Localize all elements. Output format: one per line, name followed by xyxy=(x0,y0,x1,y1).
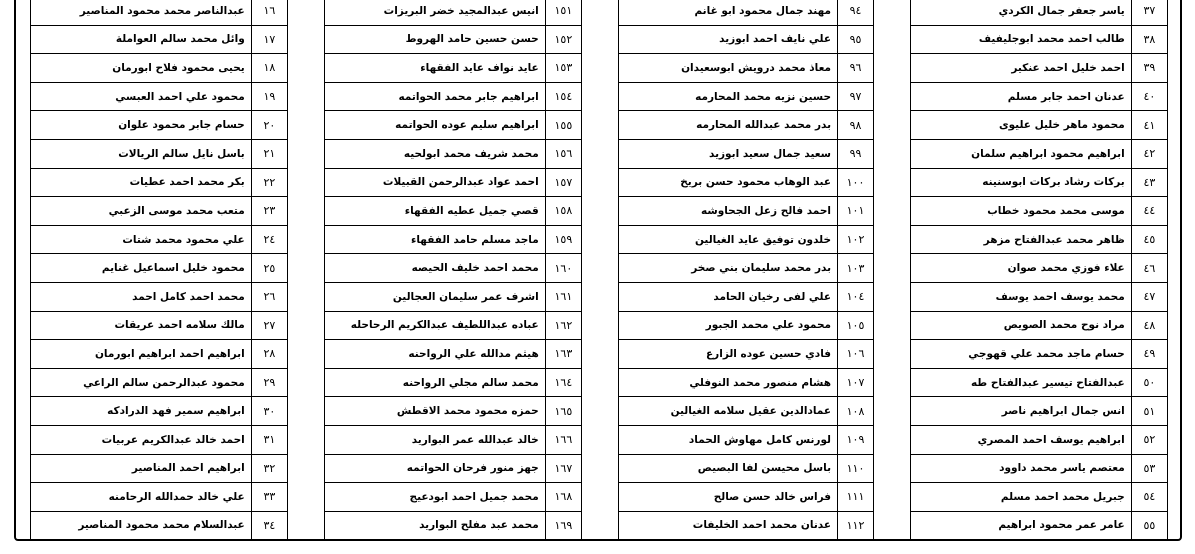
row-number: ٢٩ xyxy=(251,368,287,397)
row-number: ١٨ xyxy=(251,54,287,83)
row-number: ٣٤ xyxy=(251,511,287,540)
table-row xyxy=(31,111,288,140)
person-name: ابراهيم يوسف احمد المصري xyxy=(911,425,1132,454)
table-row xyxy=(325,425,582,454)
row-number: ٢٦ xyxy=(251,282,287,311)
row-number: ١٥٦ xyxy=(545,139,581,168)
row-number: ٥٤ xyxy=(1131,483,1167,512)
table-row xyxy=(911,340,1168,369)
row-number: ١٠٧ xyxy=(838,368,874,397)
row-number: ١٠٤ xyxy=(838,282,874,311)
person-name: علي لفى رخيان الحامد xyxy=(619,282,838,311)
table-row xyxy=(911,25,1168,54)
row-number: ٢١ xyxy=(251,139,287,168)
table-row xyxy=(911,197,1168,226)
row-number: ٢٧ xyxy=(251,311,287,340)
person-name: ابراهيم سمير فهد الدرادكه xyxy=(31,397,252,426)
table-row xyxy=(619,54,874,83)
person-name: محمد جميل احمد ابودعيج xyxy=(325,483,546,512)
person-name: حمزه محمود محمد الاقطش xyxy=(325,397,546,426)
person-name: حسام جابر محمود علوان xyxy=(31,111,252,140)
table-row xyxy=(619,139,874,168)
person-name: محمود ماهر خليل عليوى xyxy=(911,111,1132,140)
person-name: مراد نوح محمد الصويص xyxy=(911,311,1132,340)
person-name: باسل محيسن لفا البصيص xyxy=(619,454,838,483)
row-number: ١٦١ xyxy=(545,282,581,311)
person-name: عامر عمر محمود ابراهيم xyxy=(911,511,1132,540)
person-name: علاء فوزي محمد صوان xyxy=(911,254,1132,283)
table-row xyxy=(325,54,582,83)
names-column-2 xyxy=(618,0,874,540)
table-row xyxy=(31,368,288,397)
table-row xyxy=(325,111,582,140)
table-row xyxy=(325,197,582,226)
table-row xyxy=(325,340,582,369)
row-number: ٢٢ xyxy=(251,168,287,197)
table-row xyxy=(31,511,288,540)
table-row xyxy=(619,168,874,197)
person-name: ماجد مسلم حامد الفقهاء xyxy=(325,225,546,254)
row-number: ٢٨ xyxy=(251,340,287,369)
row-number: ١١١ xyxy=(838,483,874,512)
row-number: ١٦٧ xyxy=(545,454,581,483)
person-name: محمد يوسف احمد يوسف xyxy=(911,282,1132,311)
row-number: ١٦٤ xyxy=(545,368,581,397)
person-name: لورنس كامل مهاوش الحماد xyxy=(619,425,838,454)
person-name: محمد سالم مجلي الرواحنه xyxy=(325,368,546,397)
person-name: قصي جميل عطيه الفقهاء xyxy=(325,197,546,226)
row-number: ٤٧ xyxy=(1131,282,1167,311)
person-name: ابراهيم جابر محمد الحواتمه xyxy=(325,82,546,111)
table-row xyxy=(31,483,288,512)
table-row xyxy=(619,454,874,483)
table-row xyxy=(31,397,288,426)
row-number: ١٠٠ xyxy=(838,168,874,197)
table-row xyxy=(911,483,1168,512)
row-number: ٤١ xyxy=(1131,111,1167,140)
table-row xyxy=(619,0,874,25)
row-number: ١٦٨ xyxy=(545,483,581,512)
person-name: محمود علي احمد العبسي xyxy=(31,82,252,111)
person-name: سعيد جمال سعيد ابوزيد xyxy=(619,139,838,168)
table-row xyxy=(619,511,874,540)
row-number: ٤٥ xyxy=(1131,225,1167,254)
person-name: محمد احمد خليف الحيصه xyxy=(325,254,546,283)
person-name: عبد الوهاب محمود حسن بريخ xyxy=(619,168,838,197)
table-row xyxy=(911,168,1168,197)
table-row xyxy=(619,254,874,283)
row-number: ١٦٣ xyxy=(545,340,581,369)
row-number: ١٥١ xyxy=(545,0,581,25)
person-name: مهند جمال محمود ابو غانم xyxy=(619,0,838,25)
table-row xyxy=(31,225,288,254)
row-number: ١١٠ xyxy=(838,454,874,483)
row-number: ١٥٢ xyxy=(545,25,581,54)
row-number: ١٠٣ xyxy=(838,254,874,283)
table-row xyxy=(325,368,582,397)
person-name: معاذ محمد درويش ابوسعيدان xyxy=(619,54,838,83)
row-number: ١٥٣ xyxy=(545,54,581,83)
person-name: فادي حسين عوده الزارع xyxy=(619,340,838,369)
table-row xyxy=(31,0,288,25)
person-name: جهز منور فرحان الحواتمه xyxy=(325,454,546,483)
table-row xyxy=(911,282,1168,311)
row-number: ٤٨ xyxy=(1131,311,1167,340)
person-name: بركات رشاد بركات ابوسنينه xyxy=(911,168,1132,197)
person-name: عمادالدين عقيل سلامه الغيالين xyxy=(619,397,838,426)
row-number: ١٩ xyxy=(251,82,287,111)
person-name: عايد نواف عايد الفقهاء xyxy=(325,54,546,83)
person-name: بدر محمد عبدالله المحارمه xyxy=(619,111,838,140)
person-name: محمد احمد كامل احمد xyxy=(31,282,252,311)
person-name: موسى محمد محمود خطاب xyxy=(911,197,1132,226)
table-row xyxy=(619,25,874,54)
table-row xyxy=(325,511,582,540)
person-name: ابراهيم احمد المناصير xyxy=(31,454,252,483)
person-name: ابراهيم سليم عوده الحواتمه xyxy=(325,111,546,140)
person-name: علي نايف احمد ابوزيد xyxy=(619,25,838,54)
person-name: يحيى محمود فلاح ابورمان xyxy=(31,54,252,83)
row-number: ٩٧ xyxy=(838,82,874,111)
row-number: ١٠١ xyxy=(838,197,874,226)
person-name: هيثم مدالله علي الرواحنه xyxy=(325,340,546,369)
table-row xyxy=(325,454,582,483)
row-number: ٢٥ xyxy=(251,254,287,283)
table-row xyxy=(911,139,1168,168)
table-row xyxy=(911,111,1168,140)
row-number: ٩٤ xyxy=(838,0,874,25)
row-number: ١٦٥ xyxy=(545,397,581,426)
table-row xyxy=(325,397,582,426)
table-row xyxy=(911,225,1168,254)
names-column-1 xyxy=(910,0,1168,540)
person-name: خالد عبدالله عمر البواريد xyxy=(325,425,546,454)
table-row xyxy=(325,0,582,25)
person-name: محمود عبدالرحمن سالم الراعي xyxy=(31,368,252,397)
person-name: احمد فالح زعل الجحاوشه xyxy=(619,197,838,226)
person-name: محمود علي محمد الجبور xyxy=(619,311,838,340)
person-name: عباده عبداللطيف عبدالكريم الرحاحله xyxy=(325,311,546,340)
table-row xyxy=(619,340,874,369)
person-name: احمد خليل احمد عنكير xyxy=(911,54,1132,83)
row-number: ٤٠ xyxy=(1131,82,1167,111)
person-name: عدنان محمد احمد الخليفات xyxy=(619,511,838,540)
row-number: ١٦٠ xyxy=(545,254,581,283)
table-row xyxy=(325,254,582,283)
table-row xyxy=(325,82,582,111)
table-row xyxy=(911,454,1168,483)
row-number: ٩٩ xyxy=(838,139,874,168)
table-row xyxy=(31,139,288,168)
row-number: ٥٢ xyxy=(1131,425,1167,454)
person-name: علي خالد حمدالله الرحامنه xyxy=(31,483,252,512)
table-row xyxy=(31,25,288,54)
row-number: ٩٦ xyxy=(838,54,874,83)
row-number: ٣١ xyxy=(251,425,287,454)
table-row xyxy=(31,54,288,83)
table-row xyxy=(619,397,874,426)
table-row xyxy=(911,82,1168,111)
table-row xyxy=(325,139,582,168)
table-row xyxy=(31,454,288,483)
person-name: مالك سلامه احمد عريقات xyxy=(31,311,252,340)
table-row xyxy=(31,168,288,197)
table-row xyxy=(325,311,582,340)
row-number: ٩٨ xyxy=(838,111,874,140)
person-name: بدر محمد سليمان بني صخر xyxy=(619,254,838,283)
row-number: ٤٢ xyxy=(1131,139,1167,168)
table-row xyxy=(31,82,288,111)
row-number: ١٠٢ xyxy=(838,225,874,254)
row-number: ٢٠ xyxy=(251,111,287,140)
table-row xyxy=(619,82,874,111)
row-number: ٤٩ xyxy=(1131,340,1167,369)
row-number: ١٥٨ xyxy=(545,197,581,226)
row-number: ٣٧ xyxy=(1131,0,1167,25)
person-name: حسن حسين حامد الهروط xyxy=(325,25,546,54)
table-row xyxy=(619,197,874,226)
table-row xyxy=(619,311,874,340)
person-name: خلدون توفيق عايد الغيالين xyxy=(619,225,838,254)
row-number: ٥٣ xyxy=(1131,454,1167,483)
person-name: محمد عبد مفلح البواريد xyxy=(325,511,546,540)
table-row xyxy=(325,25,582,54)
person-name: عدنان احمد جابر مسلم xyxy=(911,82,1132,111)
person-name: عبدالفتاح تيسير عبدالفتاح طه xyxy=(911,368,1132,397)
row-number: ١٠٥ xyxy=(838,311,874,340)
row-number: ١٥٥ xyxy=(545,111,581,140)
table-row xyxy=(911,511,1168,540)
row-number: ١٧ xyxy=(251,25,287,54)
table-row xyxy=(619,282,874,311)
row-number: ١٥٧ xyxy=(545,168,581,197)
table-row xyxy=(325,483,582,512)
row-number: ١٠٩ xyxy=(838,425,874,454)
row-number: ١٠٨ xyxy=(838,397,874,426)
row-number: ٤٦ xyxy=(1131,254,1167,283)
row-number: ١٦٦ xyxy=(545,425,581,454)
table-row xyxy=(31,311,288,340)
person-name: اشرف عمر سليمان العجالين xyxy=(325,282,546,311)
person-name: انس جمال ابراهيم ناصر xyxy=(911,397,1132,426)
table-row xyxy=(911,425,1168,454)
person-name: جبريل محمد احمد مسلم xyxy=(911,483,1132,512)
person-name: محمود خليل اسماعيل غنايم xyxy=(31,254,252,283)
table-row xyxy=(911,311,1168,340)
row-number: ١٠٦ xyxy=(838,340,874,369)
person-name: ابراهيم محمود ابراهيم سلمان xyxy=(911,139,1132,168)
row-number: ٤٤ xyxy=(1131,197,1167,226)
row-number: ١٥٤ xyxy=(545,82,581,111)
row-number: ١٥٩ xyxy=(545,225,581,254)
person-name: علي محمود محمد شتات xyxy=(31,225,252,254)
person-name: هشام منصور محمد النوفلي xyxy=(619,368,838,397)
table-row xyxy=(325,282,582,311)
person-name: ياسر جعفر جمال الكردي xyxy=(911,0,1132,25)
person-name: فراس خالد حسن صالح xyxy=(619,483,838,512)
person-name: متعب محمد موسى الزعبي xyxy=(31,197,252,226)
row-number: ٣٠ xyxy=(251,397,287,426)
table-row xyxy=(911,0,1168,25)
row-number: ٣٣ xyxy=(251,483,287,512)
person-name: عبدالسلام محمد محمود المناصير xyxy=(31,511,252,540)
person-name: حسام ماجد محمد علي قهوجي xyxy=(911,340,1132,369)
row-number: ٢٤ xyxy=(251,225,287,254)
table-row xyxy=(619,225,874,254)
person-name: معتصم ياسر محمد داوود xyxy=(911,454,1132,483)
table-row xyxy=(911,254,1168,283)
table-row xyxy=(619,483,874,512)
names-column-3 xyxy=(324,0,582,540)
table-row xyxy=(31,340,288,369)
row-number: ٣٨ xyxy=(1131,25,1167,54)
person-name: احمد خالد عبدالكريم عربيات xyxy=(31,425,252,454)
row-number: ٥٠ xyxy=(1131,368,1167,397)
table-row xyxy=(31,425,288,454)
table-row xyxy=(325,168,582,197)
table-row xyxy=(911,397,1168,426)
row-number: ٣٢ xyxy=(251,454,287,483)
person-name: باسل نايل سالم الريالات xyxy=(31,139,252,168)
table-row xyxy=(911,368,1168,397)
row-number: ١٦٢ xyxy=(545,311,581,340)
person-name: انيس عبدالمجيد خضر البريزات xyxy=(325,0,546,25)
table-row xyxy=(31,254,288,283)
row-number: ٥١ xyxy=(1131,397,1167,426)
person-name: ظاهر محمد عبدالفتاح مزهر xyxy=(911,225,1132,254)
row-number: ١٦٩ xyxy=(545,511,581,540)
table-row xyxy=(619,368,874,397)
table-row xyxy=(911,54,1168,83)
person-name: حسين نزيه محمد المحارمه xyxy=(619,82,838,111)
table-row xyxy=(31,282,288,311)
person-name: طالب احمد محمد ابوجليفيف xyxy=(911,25,1132,54)
row-number: ٥٥ xyxy=(1131,511,1167,540)
row-number: ٢٣ xyxy=(251,197,287,226)
row-number: ١١٢ xyxy=(838,511,874,540)
person-name: بكر محمد احمد عطيات xyxy=(31,168,252,197)
person-name: عبدالناصر محمد محمود المناصير xyxy=(31,0,252,25)
person-name: محمد شريف محمد ابولحيه xyxy=(325,139,546,168)
person-name: وائل محمد سالم العواملة xyxy=(31,25,252,54)
row-number: ١٦ xyxy=(251,0,287,25)
table-row xyxy=(619,425,874,454)
row-number: ٤٣ xyxy=(1131,168,1167,197)
table-row xyxy=(325,225,582,254)
row-number: ٣٩ xyxy=(1131,54,1167,83)
person-name: احمد عواد عبدالرحمن القبيلات xyxy=(325,168,546,197)
row-number: ٩٥ xyxy=(838,25,874,54)
names-column-4 xyxy=(30,0,288,540)
table-row xyxy=(31,197,288,226)
person-name: ابراهيم احمد ابراهيم ابورمان xyxy=(31,340,252,369)
table-row xyxy=(619,111,874,140)
